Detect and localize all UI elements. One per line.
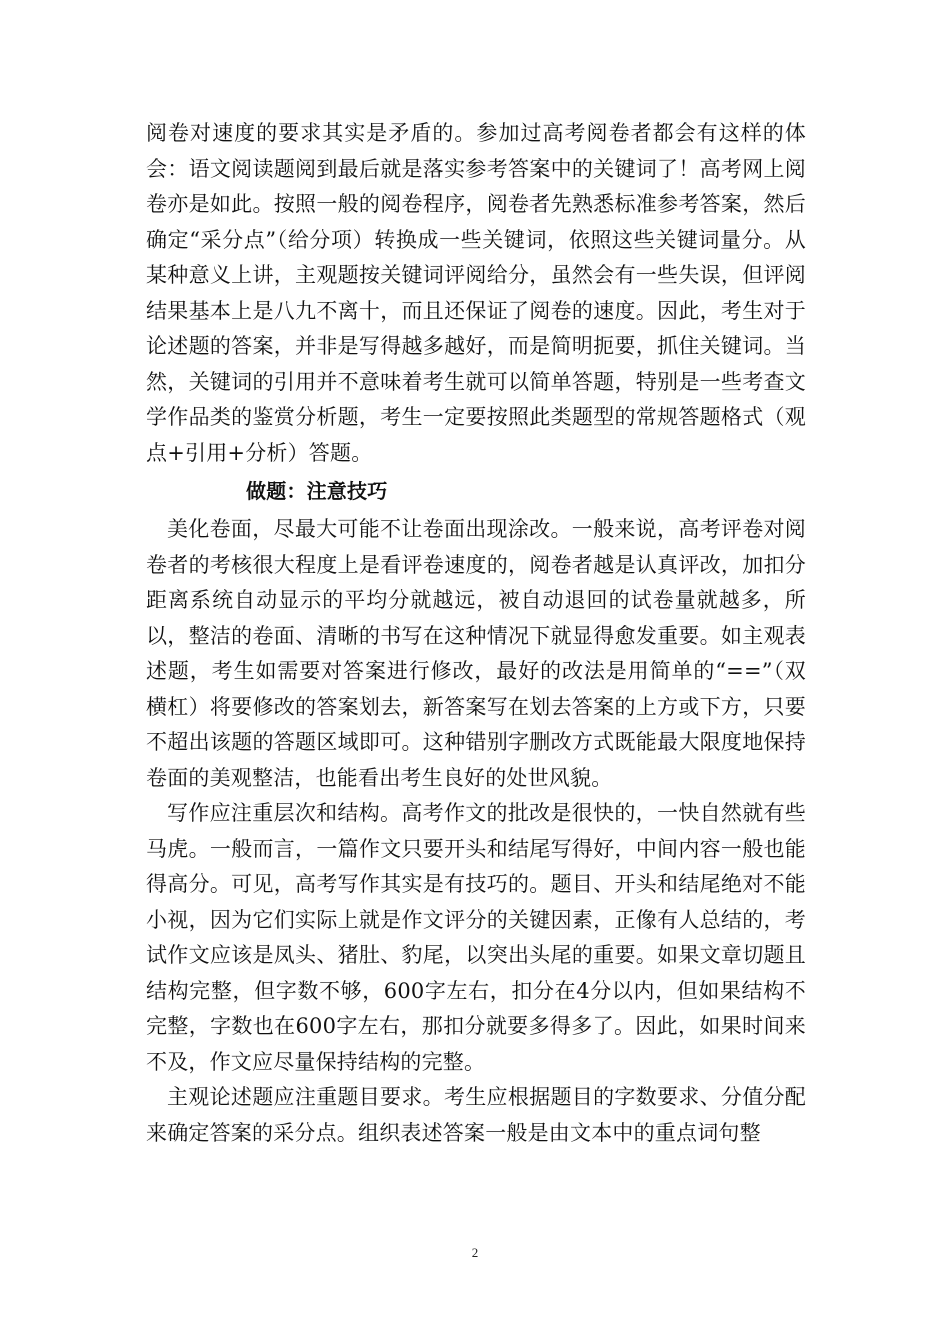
paragraph-subjective-questions: 主观论述题应注重题目要求。考生应根据题目的字数要求、分值分配来确定答案的采分点。组织表述答案一般是由文本中的重点词句整: [146, 1085, 806, 1145]
paragraph-grading-keywords: 阅卷对速度的要求其实是矛盾的。参加过高考阅卷者都会有这样的体会：语文阅读题阅到最后就是落实参考答案中的关键词了！高考网上阅卷亦是如此。按照一般的阅卷程序，阅卷者先熟悉标准参考答案，然后确定“采分点”（给分项）转换成一些关键词，依照这些关键词量分。从某种意义上讲，主观题按关键词评阅给分，虽然会有一些失误，但评阅结果基本上是八九不离十，而且还保证了阅卷的速度。因此，考生对于论述题的答案，并非是写得越多越好，而是简明扼要，抓住关键词。当然，关键词的引用并不意味着考生就可以简单答题，特别是一些考查文学作品类的鉴赏分析题，考生一定要按照此类题型的常规答题格式（观点+引用+分析）答题。: [146, 121, 806, 465]
section-heading: 做题：注意技巧: [246, 479, 388, 503]
paragraph-essay-structure: 写作应注重层次和结构。高考作文的批改是很快的，一快自然就有些马虎。一般而言，一篇作文只要开头和结尾写得好，中间内容一般也能得高分。可见，高考写作其实是有技巧的。题目、开头和结尾绝对不能小视，因为它们实际上就是作文评分的关键因素，正像有人总结的，考试作文应该是凤头、猪肚、豹尾，以突出头尾的重要。如果文章切题且结构完整，但字数不够，600字左右，扣分在4分以内，但如果结构不完整，字数也在600字左右，那扣分就要多得多了。因此，如果时间来不及，作文应尽量保持结构的完整。: [146, 801, 806, 1074]
page-number: 2: [471, 1245, 479, 1260]
document-body: [146, 116, 806, 1151]
paragraph-tidy-answer-sheet: 美化卷面，尽最大可能不让卷面出现涂改。一般来说，高考评卷对阅卷者的考核很大程度上是看评卷速度的，阅卷者越是认真评改，加扣分距离系统自动显示的平均分就越远，被自动退回的试卷量就越多，所以，整洁的卷面、清晰的书写在这种情况下就显得愈发重要。如主观表述题，考生如需要对答案进行修改，最好的改法是用简单的“==”（双横杠）将要修改的答案划去，新答案写在划去答案的上方或下方，只要不超出该题的答题区域即可。这种错别字删改方式既能最大限度地保持卷面的美观整洁，也能看出考生良好的处世风貌。: [146, 517, 806, 790]
